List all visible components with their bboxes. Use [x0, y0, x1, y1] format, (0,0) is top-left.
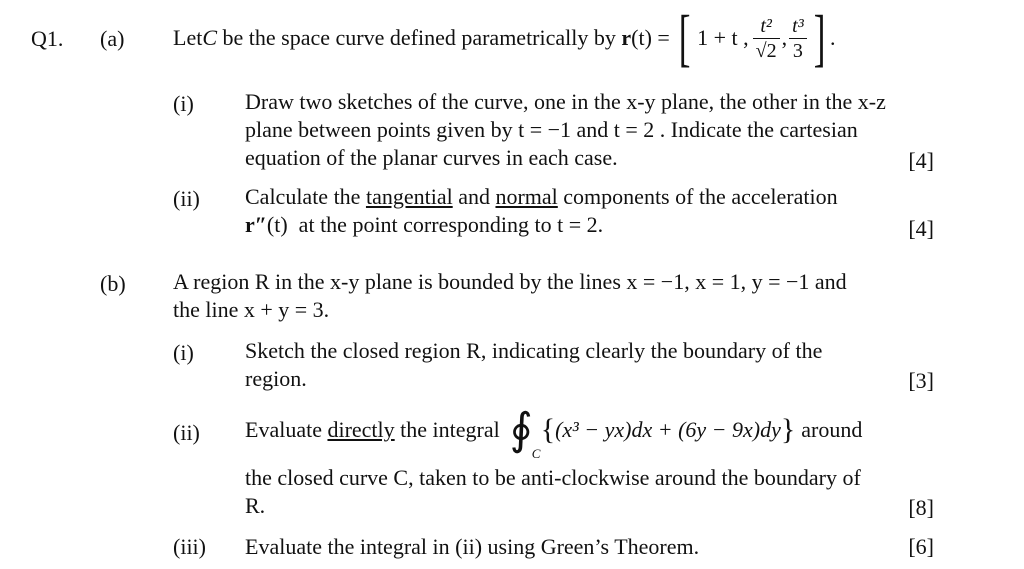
a-ii-line-1	[245, 183, 935, 211]
a-ii-line-2	[245, 211, 935, 239]
subpart-b-ii-label: (ii)	[173, 420, 200, 445]
mark-a-ii: [4]	[908, 216, 934, 241]
b-ii-continuation	[245, 464, 935, 520]
right-brace: }	[780, 413, 796, 446]
component-3-numerator: t³	[792, 14, 804, 37]
mark-b-ii: [8]	[908, 495, 934, 520]
b-iii-text: Evaluate the integral in (ii) using Green’s Theorem.	[245, 534, 700, 559]
intro-pre: Let	[173, 25, 203, 50]
a-i-line-2: plane between points given by t = −1 and t = 2 . Indicate the cartesian	[245, 117, 858, 142]
b-ii-line-2: the closed curve C, taken to be anti-clockwise around the boundary of	[245, 465, 861, 490]
subpart-a-ii-label: (ii)	[173, 186, 200, 211]
mark-b-i: [3]	[908, 368, 934, 393]
accel-vector: r″	[245, 212, 267, 237]
subpart-a-i-text	[245, 88, 935, 172]
subpart-a-i-label: (i)	[173, 91, 194, 116]
b-ii-line-3: R.	[245, 493, 266, 518]
subpart-b-iii-label: (iii)	[173, 534, 206, 559]
right-bracket: ]	[813, 2, 826, 73]
comma: ,	[781, 25, 788, 50]
b-line-2: the line x + y = 3.	[173, 297, 330, 322]
subpart-b-i-text	[245, 337, 935, 393]
a-i-line-1: Draw two sketches of the curve, one in the x-y plane, the other in the x-z	[245, 89, 886, 114]
mark-a-i: [4]	[908, 148, 934, 173]
component-2-numerator: t²	[760, 14, 772, 37]
directly-word: directly	[327, 417, 395, 442]
component-2-fraction	[753, 14, 780, 63]
contour-integral-symbol	[509, 405, 541, 461]
b-line-1: A region R in the x-y plane is bounded by the lines x = −1, x = 1, y = −1 and	[173, 269, 847, 294]
left-bracket: [	[678, 2, 691, 73]
left-brace: {	[540, 413, 556, 446]
part-b-text	[173, 268, 935, 324]
component-1: 1 + t ,	[697, 25, 749, 50]
question-number: Q1.	[31, 26, 64, 51]
intro-post: be the space curve defined parametrically by	[217, 25, 622, 50]
curve-name: C	[202, 25, 218, 50]
a-ii-w1: Calculate the	[245, 184, 366, 209]
normal-word: normal	[495, 184, 558, 209]
subpart-a-ii-text	[245, 183, 935, 239]
tangential-word: tangential	[365, 184, 453, 209]
a-ii-line-2-rest: (t) at the point corresponding to t = 2.	[266, 212, 604, 237]
part-a-label: (a)	[100, 26, 125, 51]
mark-b-iii: [6]	[908, 534, 934, 559]
part-a-intro	[173, 2, 836, 73]
around-word: around	[801, 417, 863, 442]
part-b-label: (b)	[100, 271, 126, 296]
a-ii-w3: and	[452, 184, 496, 209]
a-ii-w5: components of the acceleration	[557, 184, 838, 209]
component-3-denominator: 3	[789, 38, 807, 63]
contour-subscript: C	[531, 446, 541, 461]
component-3-fraction	[789, 14, 807, 63]
b-ii-w3: the integral	[394, 417, 500, 442]
b-i-line-1: Sketch the closed region R, indicating clearly the boundary of the	[245, 338, 823, 363]
subpart-b-i-label: (i)	[173, 340, 194, 365]
b-ii-line-1	[245, 405, 863, 461]
contour-integral-glyph: ∮	[509, 405, 533, 454]
integrand: (x³ − yx)dx + (6y − 9x)dy	[555, 417, 781, 442]
b-ii-w1: Evaluate	[245, 417, 328, 442]
a-i-line-3: equation of the planar curves in each case.	[245, 145, 618, 170]
vector-r: r	[621, 25, 632, 50]
intro-period: .	[830, 25, 836, 50]
component-2-denominator: √2	[753, 38, 780, 63]
b-i-line-2: region.	[245, 366, 307, 391]
vector-arg: (t) =	[631, 25, 670, 50]
